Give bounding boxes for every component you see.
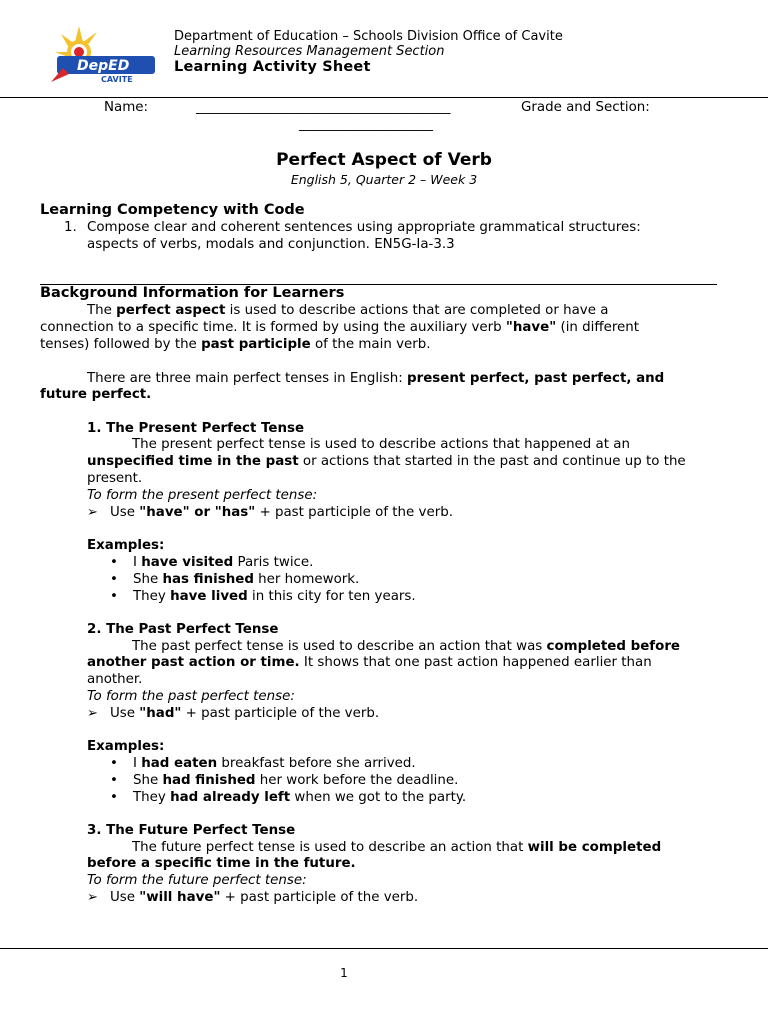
list-bullet-icon: • (110, 555, 118, 570)
present-perfect-desc-3: present. (87, 471, 143, 486)
page-subtitle: English 5, Quarter 2 – Week 3 (290, 172, 478, 187)
background-p2-line2: future perfect. (40, 387, 152, 402)
list-bullet-icon: • (110, 572, 118, 587)
past-perfect-desc-1: The past perfect tense is used to describe an action that was completed before (132, 639, 681, 654)
arrow-bullet-icon: ➢ (87, 890, 98, 905)
arrow-bullet-icon: ➢ (87, 706, 98, 721)
footer-divider (0, 948, 768, 949)
background-p1-line1: The perfect aspect is used to describe actions that are completed or have a (87, 303, 609, 318)
list-bullet-icon: • (110, 773, 118, 788)
future-perfect-desc-2: before a specific time in the future. (87, 856, 356, 871)
background-p1-line2: connection to a specific time. It is formed by using the auxiliary verb "have" (in different (40, 320, 640, 335)
grade-section-label: Grade and Section: (521, 100, 650, 115)
arrow-bullet-icon: ➢ (87, 505, 98, 520)
past-perfect-rule: Use "had" + past participle of the verb. (110, 706, 380, 721)
header-divider (0, 97, 768, 98)
past-perfect-example-2: She had finished her work before the deadline. (133, 773, 459, 788)
future-perfect-heading: 3. The Future Perfect Tense (87, 823, 296, 838)
past-perfect-example-1: I had eaten breakfast before she arrived. (133, 756, 416, 771)
grade-section-field[interactable]: ____________________ (299, 117, 433, 132)
present-perfect-form-label: To form the present perfect tense: (87, 488, 318, 503)
logo-subtext: CAVITE (101, 75, 133, 84)
competency-number: 1. (64, 220, 77, 235)
deped-cavite-logo (49, 22, 157, 86)
background-heading: Background Information for Learners (40, 285, 345, 301)
list-bullet-icon: • (110, 589, 118, 604)
list-bullet-icon: • (110, 756, 118, 771)
future-perfect-form-label: To form the future perfect tense: (87, 873, 307, 888)
past-perfect-heading: 2. The Past Perfect Tense (87, 622, 279, 637)
present-perfect-examples-label: Examples: (87, 538, 165, 553)
present-perfect-example-1: I have visited Paris twice. (133, 555, 314, 570)
name-field[interactable]: ______________________________________ (196, 100, 451, 115)
logo-wordmark: DepED (77, 58, 130, 74)
present-perfect-rule: Use "have" or "has" + past participle of the verb. (110, 505, 453, 520)
background-p1-line3: tenses) followed by the past participle of the main verb. (40, 337, 431, 352)
department-name: Department of Education – Schools Division Office of Cavite (174, 29, 563, 44)
past-perfect-form-label: To form the past perfect tense: (87, 689, 295, 704)
section-name: Learning Resources Management Section (174, 44, 445, 59)
page-title: Perfect Aspect of Verb (276, 150, 492, 170)
background-p2-line1: There are three main perfect tenses in English: present perfect, past perfect, and (87, 371, 665, 386)
present-perfect-heading: 1. The Present Perfect Tense (87, 421, 305, 436)
past-perfect-example-3: They had already left when we got to the party. (133, 790, 467, 805)
present-perfect-desc-2: unspecified time in the past or actions that started in the past and continue up to the (87, 454, 686, 469)
past-perfect-desc-2: another past action or time. It shows that one past action happened earlier than (87, 655, 652, 670)
page-number: 1 (340, 966, 348, 980)
competency-line-1: Compose clear and coherent sentences using appropriate grammatical structures: (87, 220, 641, 235)
future-perfect-desc-1: The future perfect tense is used to describe an action that will be completed (132, 840, 662, 855)
competency-heading: Learning Competency with Code (40, 202, 305, 218)
present-perfect-desc-1: The present perfect tense is used to describe actions that happened at an (132, 437, 630, 452)
past-perfect-desc-3: another. (87, 672, 143, 687)
present-perfect-example-3: They have lived in this city for ten years. (133, 589, 416, 604)
past-perfect-examples-label: Examples: (87, 739, 165, 754)
present-perfect-example-2: She has finished her homework. (133, 572, 360, 587)
name-label: Name: (104, 100, 149, 115)
list-bullet-icon: • (110, 790, 118, 805)
sheet-title: Learning Activity Sheet (174, 59, 371, 75)
competency-line-2: aspects of verbs, modals and conjunction. EN5G-Ia-3.3 (87, 237, 455, 252)
future-perfect-rule: Use "will have" + past participle of the verb. (110, 890, 419, 905)
